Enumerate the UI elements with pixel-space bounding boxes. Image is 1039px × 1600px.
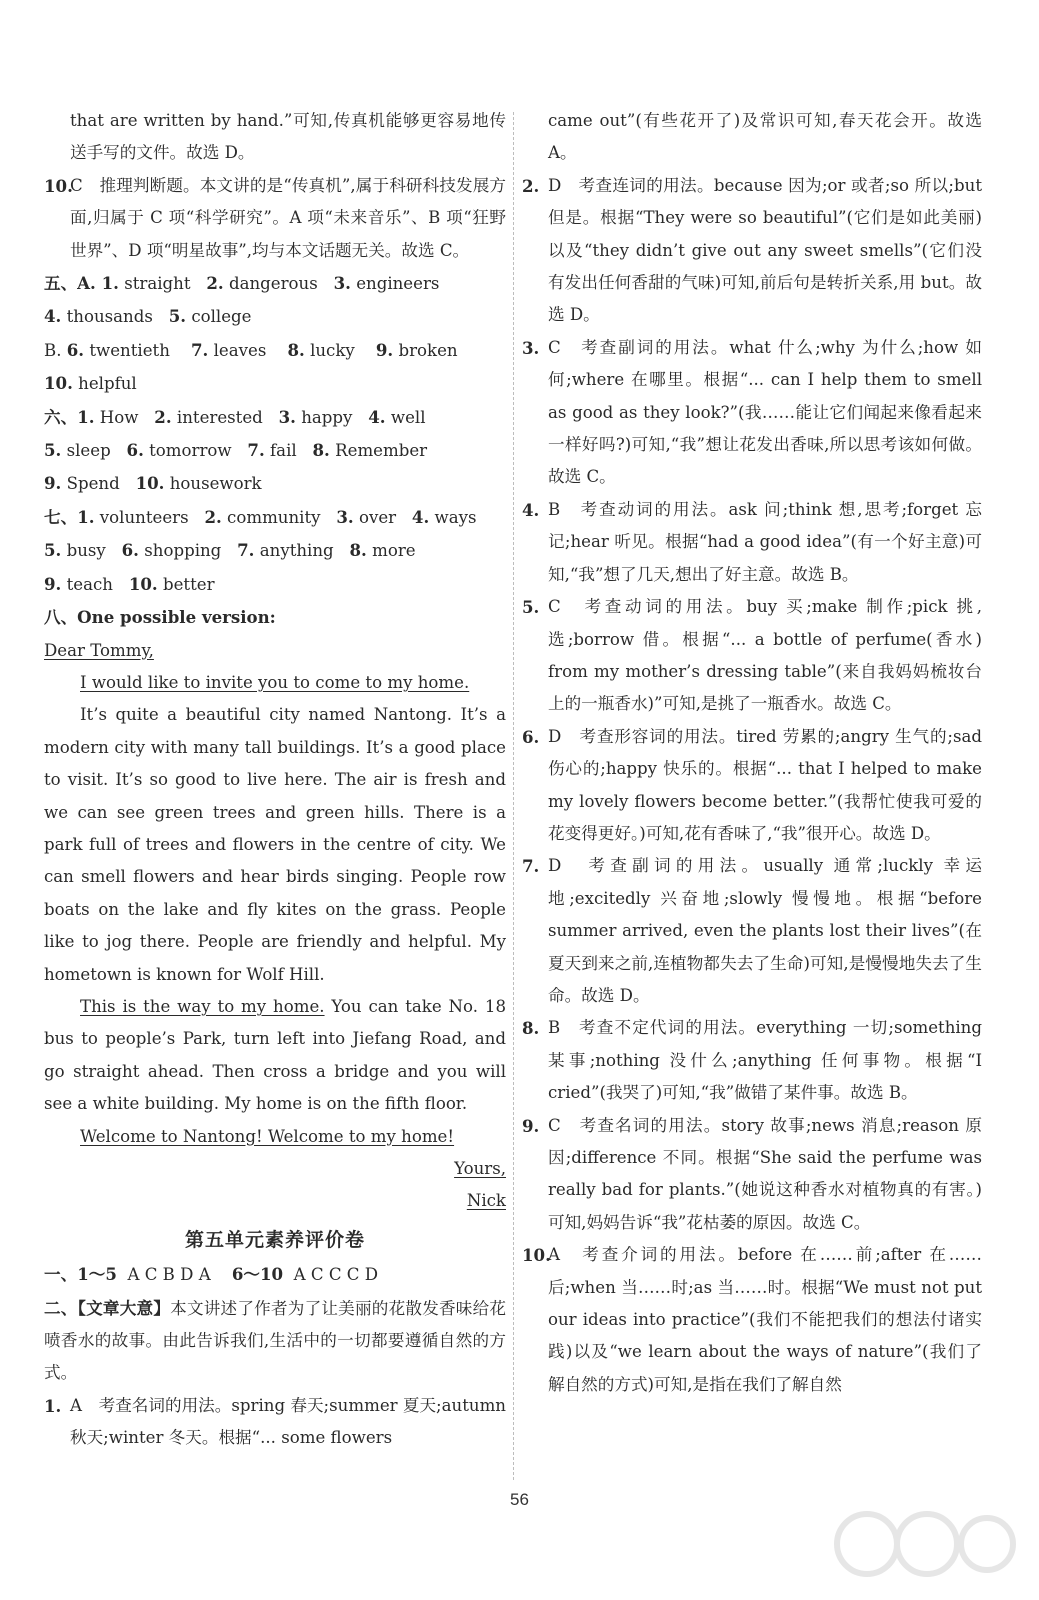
section-7-row-2: [44, 534, 506, 567]
item-text: C 推理判断题。本文讲的是“传真机”,属于科研科技发展方面,归属于 C 项“科学研究”。A 项“未来音乐”、B 项“狂野世界”、D 项“明星故事”,均与本文话题无关。故选 C。: [70, 175, 506, 260]
answer-word: thousands: [66, 307, 153, 327]
letter-paragraph-3: [44, 991, 506, 1121]
left-column: [44, 105, 506, 1455]
letter-paragraph-1: [44, 667, 506, 699]
item-number: 1.: [77, 406, 95, 427]
section-1-answers: [44, 1258, 506, 1291]
item-number: 10.: [44, 175, 73, 196]
answer-word: lucky: [310, 340, 355, 360]
section-7-label: 七、: [44, 506, 78, 527]
answer-word: sleep: [66, 441, 111, 461]
item-number: 3.: [278, 406, 296, 427]
answer-word: fail: [270, 441, 297, 461]
item-number: 9.: [44, 573, 62, 594]
item-number: 3.: [522, 337, 540, 358]
item-text: D 考查形容词的用法。tired 劳累的;angry 生气的;sad 伤心的;happy 快乐的。根据“... that I helped to make my lovely flowers become better.”(我帮忙使我可爱的花变得更好。)可知,花有香味了,“我”很开心。故选 D。: [548, 726, 982, 843]
section-6-row-3: [44, 467, 506, 500]
item-number: 6.: [126, 440, 144, 461]
item-number: 2.: [154, 406, 172, 427]
answer-word: better: [162, 574, 215, 594]
section-5-row-3: [44, 334, 506, 367]
answer-word: busy: [66, 541, 106, 561]
letter-salutation: [44, 635, 506, 667]
section-5-row-4: [44, 367, 506, 400]
answer-letters: A C B D A: [127, 1265, 211, 1285]
item-number: 10.: [44, 373, 73, 394]
item-number: 10.: [135, 473, 165, 494]
section-2-label: 二、【文章大意】: [44, 1297, 171, 1318]
left-intro-paragraph: that are written by hand.”可知,传真机能够更容易地传送手写的文件。故选 D。: [70, 111, 506, 163]
item-number: 2.: [206, 273, 224, 294]
answer-item-1: [44, 1390, 506, 1455]
item-number: 8.: [312, 440, 330, 461]
answer-item-6: [522, 721, 982, 851]
section-5-row-1: [44, 267, 506, 300]
section-6-row-1: [44, 401, 506, 434]
answer-word: How: [99, 407, 139, 427]
answer-word: ways: [434, 507, 477, 527]
letter-paragraph-2: It’s quite a beautiful city named Nantong. It’s a modern city with many tall buildings. It’s a good place to visit. It’s so good to live here. The air is fresh and we can see green trees and green hills. There is a park full of trees and flowers in the centre of city. We can smell flowers and hear birds singing. People row boats on the lake and fly kites on the grass. People like to jog there. People are friendly and helpful. My hometown is known for Wolf Hill.: [44, 705, 506, 984]
item-number: 7.: [522, 856, 540, 877]
section-5-label: 五、A.: [44, 273, 102, 294]
answer-word: tomorrow: [149, 441, 232, 461]
answer-word: twentieth: [89, 340, 170, 360]
item-number: 5.: [44, 440, 62, 461]
right-intro-paragraph: came out”(有些花开了)及常识可知,春天花会开。故选 A。: [548, 111, 982, 163]
answer-word: helpful: [78, 374, 137, 394]
answer-word: over: [358, 507, 397, 527]
item-number: 4.: [44, 306, 62, 327]
item-number: 9.: [522, 1115, 540, 1136]
answer-word: volunteers: [99, 507, 189, 527]
item-text: C 考查名词的用法。story 故事;news 消息;reason 原因;difference 不同。根据“She said the perfume was really bad for plants.”(她说这种香水对植物真的有害。)可知,妈妈告诉“我”花枯萎的原因。故选 C。: [548, 1115, 982, 1232]
signature-text: Nick: [466, 1191, 506, 1211]
column-divider: [513, 112, 514, 1480]
answer-word: interested: [176, 407, 263, 427]
section-1-label: 一、: [44, 1264, 78, 1285]
answer-item-4: [522, 494, 982, 591]
section-5b-label: B.: [44, 340, 67, 360]
item-number: 10.: [522, 1245, 551, 1266]
answer-word: anything: [259, 541, 334, 561]
summary-text: 本文讲述了作者为了让美丽的花散发香味给花喷香水的故事。由此告诉我们,生活中的一切都要遵循自然的方式。: [44, 1298, 507, 1383]
section-5-row-2: [44, 300, 506, 333]
letter-sentence: You can take No. 18 bus to people’s Park, turn left into Jiefang Road, and go straight ahead. Then cross a bridge and you will see a white building. My home is on the fifth floor.: [44, 996, 506, 1114]
item-number: 3.: [333, 273, 351, 294]
answer-word: well: [390, 407, 426, 427]
letter-sentence: Welcome to Nantong! Welcome to my home!: [80, 1126, 455, 1146]
answer-word: Spend: [66, 474, 120, 494]
item-number: 9.: [375, 339, 394, 360]
section-7-row-3: [44, 568, 506, 601]
item-number: 1.: [101, 273, 119, 294]
item-number: 10.: [128, 573, 158, 594]
item-text: B 考查不定代词的用法。everything 一切;something 某事;nothing 没什么;anything 任何事物。根据“I cried”(我哭了)可知,“我”做错了某件事。故选 B。: [548, 1018, 982, 1103]
answer-word: broken: [398, 340, 458, 360]
section-8-title: [44, 601, 506, 634]
unit-title: 第五单元素养评价卷: [184, 1228, 365, 1251]
section-8-label: 八、One possible version:: [44, 607, 276, 628]
answer-item-5: [522, 591, 982, 721]
item-text: D 考查连词的用法。because 因为;or 或者;so 所以;but 但是。根据“They were so beautiful”(它们是如此美丽)以及“they didn’t give out any sweet smells”(它们没有发出任何香甜的气味)可知,前后句是转折关系,用 but。故选 D。: [548, 175, 982, 325]
item-text: C 考查动词的用法。buy 买;make 制作;pick 挑,选;borrow 借。根据“... a bottle of perfume(香水) from my mother’s dressing table”(来自我妈妈梳妆台上的一瓶香水)”可知,是挑了一瓶香水。故选 C。: [548, 597, 982, 714]
answer-word: engineers: [356, 274, 440, 294]
item-number: 7.: [247, 440, 265, 461]
answer-item-8: [522, 1012, 982, 1109]
item-text: A 考查介词的用法。before 在……前;after 在……后;when 当……时;as 当……时。根据“We must not put our ideas into practice”(我们不能把我们的想法付诸实践)以及“we learn about the ways of nature”(我们了解自然的方式)可知,是指在我们了解自然: [548, 1245, 982, 1394]
item-number: 7.: [191, 339, 209, 360]
item-number: 3.: [336, 506, 354, 527]
item-number: 5.: [522, 597, 540, 618]
answer-item-3: [522, 332, 982, 494]
letter-paragraph-4: [44, 1121, 506, 1153]
item-text: D 考查副词的用法。usually 通常;luckly 幸运地;excitedly 兴奋地;slowly 慢慢地。根据“before summer arrived, even the plants lost their lives”(在夏天到来之前,连植物都失去了生命)可知,是慢慢地失去了生命。故选 D。: [548, 856, 982, 1005]
answer-item-10-right: [522, 1239, 982, 1401]
answer-word: housework: [169, 474, 262, 494]
answer-item-10: [44, 170, 506, 267]
letter-signature: [44, 1185, 506, 1217]
section-7-row-1: [44, 501, 506, 534]
item-number: 6.: [522, 726, 540, 747]
item-text: B 考查动词的用法。ask 问;think 想,思考;forget 忘记;hear 听见。根据“had a good idea”(有一个好主意)可知,“我”想了几天,想出了好主意。故选 B。: [548, 499, 982, 584]
item-number: 5.: [168, 306, 187, 327]
item-number: 8.: [522, 1018, 540, 1039]
item-number: 8.: [349, 540, 367, 561]
closing-text: Yours,: [454, 1159, 506, 1178]
salutation-text: Dear Tommy,: [44, 640, 154, 660]
item-text: A 考查名词的用法。spring 春天;summer 夏天;autumn 秋天;winter 冬天。根据“... some flowers: [70, 1395, 506, 1448]
item-number: 4.: [411, 506, 430, 527]
item-number: 5.: [44, 540, 62, 561]
section-6-label: 六、: [44, 406, 78, 427]
letter-closing: [44, 1153, 506, 1185]
answer-word: Remember: [335, 441, 428, 461]
answer-item-9: [522, 1110, 982, 1240]
item-number: 6.: [66, 339, 85, 360]
answer-item-7: [522, 850, 982, 1012]
answer-word: community: [227, 507, 321, 527]
answer-word: happy: [301, 407, 353, 427]
answer-letters: A C C C D: [293, 1265, 379, 1285]
item-number: 9.: [44, 473, 62, 494]
item-number: 4.: [522, 499, 540, 520]
item-number: 2.: [204, 506, 222, 527]
item-number: 4.: [368, 406, 386, 427]
right-column: [522, 105, 982, 1401]
answer-word: college: [191, 307, 252, 327]
item-number: 8.: [287, 339, 305, 360]
answer-item-2: [522, 170, 982, 332]
letter-sentence: I would like to invite you to come to my home.: [80, 672, 470, 692]
answer-word: leaves: [213, 340, 267, 360]
answer-word: dangerous: [228, 274, 318, 294]
letter-topic-sentence: This is the way to my home.: [80, 996, 325, 1016]
item-number: 2.: [522, 175, 540, 196]
section-6-row-2: [44, 434, 506, 467]
item-number: 1.: [44, 1395, 62, 1416]
range-label: 1～5: [77, 1264, 117, 1285]
answer-word: teach: [66, 574, 113, 594]
answer-word: shopping: [144, 541, 222, 561]
item-number: 1.: [77, 506, 95, 527]
item-number: 6.: [121, 540, 139, 561]
watermark-logo-icon: [827, 1506, 1017, 1586]
item-text: C 考查副词的用法。what 什么;why 为什么;how 如何;where 在哪里。根据“... can I help them to smell as good as they look?”(我……能让它们闻起来像看起来一样好吗?)可知,“我”想让花发出香味,所以思考该如何做。故选 C。: [548, 337, 982, 487]
section-2-summary: [44, 1292, 506, 1390]
page-number: 56: [510, 1490, 529, 1509]
answer-word: straight: [124, 274, 191, 294]
answer-word: more: [372, 541, 416, 561]
item-number: 7.: [237, 540, 255, 561]
range-label: 6～10: [231, 1264, 284, 1285]
